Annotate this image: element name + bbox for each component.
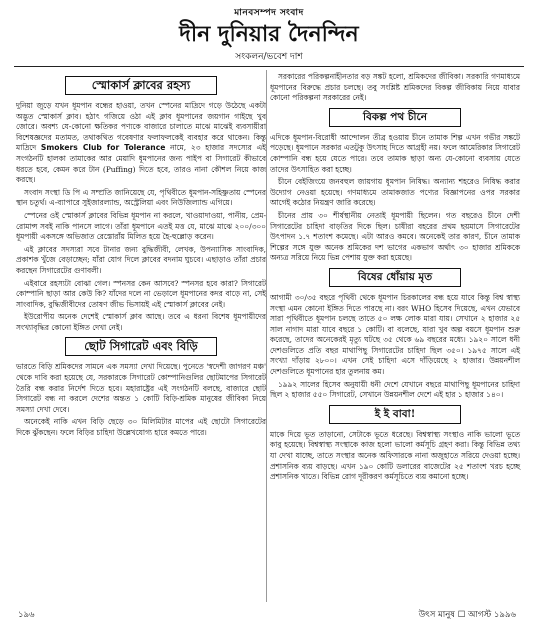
section-kicker: মানবসম্পদ সংবাদ: [234, 8, 304, 18]
article-paragraph: আগামী ৩০/৩৫ বছরে পৃথিবী থেকে ধূমপান চিরকালের বন্ধ হয়ে যাবে কিন্তু বিশ্ব স্বাস্থ্য সংস্থা এমন কোনো ইঙ্গিত দিতে পারছে না। বরং WHO হিসেব দিয়েছে, এখন যেভাবে সারা পৃথিবীতে ধূমপান চলছে তাতে ৫০ লক্ষ লোক মারা যায়। সেখানে ২ হাজার ২৫ সাল নাগাদ মারা যাবে বছরে ১ কোটি। বা বলেছে, যারা খুব অল্প বয়সে ধূমপান শুরু করেছে, তাদের অনেকেরই মৃত্যু ঘটছে ৩৫ থেকে ৬৯ বছরের মধ্যে। ১৯২০ সালে ধনী দেশগুলিতে প্রতি বছর মাথাপিছু সিগারেটের চাহিদা ছিল ৩৫০। ১৯৭৫ সালে এই সংখ্যা দাঁড়ায় ২৮০০। এখন সেই চাহিদা এসে দাঁড়িয়েছে ২ হাজার। উন্নয়নশীল দেশগুলিতে ধূমপানের হার তুলনায় কম।: [270, 292, 520, 377]
article-smokers-club: [16, 76, 266, 333]
byline: সংকলন/ভবেশ দাশ: [235, 52, 303, 62]
article-paragraph: ইউরোপীয় অনেক দেশেই স্মোকার্স ক্লাব আছে। তবে এ ধরনা বিশেষ ধূমপায়ীদের সংখ্যাবৃদ্ধির কোনো ইঙ্গিত দেখা নেই।: [16, 312, 266, 332]
page-footer: [0, 606, 538, 626]
article-paragraph: ভারতে বিড়ি শ্রমিকদের সামনে এক সমস্যা দেখা দিয়েছে। পুনেতে 'স্বদেশী জাগরণ মঞ্চ' থেকে দাবি করা হয়েছে যে, সরকারকে সিগারেট কোম্পানিগুলির ছোটমাপের সিগারেট তৈরি বন্ধ করার নির্দেশ দিতে হবে। মহারাষ্ট্রের এই সংগঠনটি বলছে, বাজারে ছোট সিগারেট বন্ধ না করলে দেশের অন্তত ১ কোটি বিড়ি-শ্রমিক মানুষের জীবিকা নিয়ে সমস্যা দেখা দেবে।: [16, 362, 266, 414]
article-paragraph: ১৯৯২ সালের হিসেব অনুযায়ী ধনী দেশে যেখানে বছরে মাথাপিছু ধূমপানের চাহিদা ছিল ২ হাজার ৫৫০ সিগারেট, সেখানে উন্নয়নশীল দেশে এই হার ১ হাজার ১৪০।: [270, 379, 520, 400]
article-paragraph: সরকারের পরিকল্পনাহীনতার বড় সঙ্কট হলো, শ্রমিকদের জীবিকা। সরকারি গণমাধ্যমে ধূমপানের বিরুদ্ধে প্রচার চলছে। তবু সংশ্লিষ্ট শ্রমিকদের বিকল্প জীবিকায় নিয়ে যাবার কোনো পরিকল্পনা সরকারের নেই।: [270, 72, 520, 103]
article-paragraph: মাকে দিয়ে ভূত তাড়ানো, সেটাকে ভূতে ধরেছে। বিশ্বস্বাস্থ্য সংস্থাও নাকি ভালো ভূতে কাবু হয়েছে। বিশ্বস্বাস্থ্য সংস্থাকে কাজ হলো ভালো কর্মসূচি গ্রহণ করা। কিন্তু বিভিন্ন তথ্য যা দেখা যাচ্ছে, তাতে সংস্থার অনেক অফিসারকে নানা অজুহাতে সরিয়ে দেওয়া হচ্ছে। প্রশাসনিক ব্যয় বাড়ছে। এখন ১৯০ কোটি ডলারের বাজেটের ২৫ শতাংশ খরচ হচ্ছে প্রশাসনিক খাতে। বিভিন্ন রোগ দূরীকরণ কর্মসূচিতে ব্যয় কমানো হচ্ছে।: [270, 429, 520, 482]
paragraph-text: নামে, ২৩ হাজার সদস্যের এই সংগঠনটি হালকা তামাকের আর মেয়াদি ধূমপানের জন্য পাইপ বা সিগারেট কীভাবে ধরতে হবে, কেমন করে টান (Puffing) দিতে হবে, তারও নানা কৌশল নিয়ে কাজ করছে।: [16, 143, 266, 185]
article-bidi: [16, 337, 266, 438]
page-number: ১৯৬: [18, 610, 35, 620]
article-paragraph: এইবারে রহস্যটা বোঝা গেল। স্পনসর কেন আসবে? স্পনসর হবে কারা? সিগারেট কোম্পানি ছাড়া আর কেউ কি? যাঁদের দলে না ভেড়ালে ধূমপানের কদর বাড়ে না, সেই সাংবাদিক, বুদ্ধিজীবীদের তোষণ জীভ ভিসায়ই এই স্মোকার্স ক্লাবের নেই।: [16, 278, 266, 309]
masthead-block: [0, 0, 538, 66]
article-title: বিকল্প পথ চীনে: [329, 108, 461, 127]
article-title: স্মোকার্স ক্লাবের রহস্য: [65, 76, 217, 95]
article-paragraph: স্পেনের ওই স্মোকার্স ক্লাবের বিভিন্ন ধূমপান না করলে, খাওয়াদাওয়া, পানীয়, প্রেম-রোমান্স সবই নাকি পানসে লাগে। তাঁরা ধূমপানে এতই মত্ত যে, মাঝে মাঝে ২০০/৩০০ ধূমপায়ী একসঙ্গে অভিজাত রেস্তোরাঁয় মিলিত হয়ে হৈ-হুল্লোড় করেন।: [16, 210, 266, 242]
header-divider: [14, 66, 524, 67]
source-line: উৎস মানুষ ☐ আগস্ট ১৯৯৬: [418, 610, 516, 620]
article-paragraph: চীনের প্রায় ৩০ শীর্ষস্থানীয় নেতাই ধূমপায়ী ছিলেন। গত বছরেও চীনে দেশী সিগারেটের চাহিদা বাড়তির দিকে ছিল। চাষীরা বহরের প্রথম ছয়মাসে সিগারেটের উৎপাদন ১.৭ শতাংশ কমেছে। এটা আরও কমবে। অনেকেই তার কারণ, চীনে তামাক শিল্পের সঙ্গে যুক্ত অনেক শ্রমিকের দশ ভাগের একভাগ অর্থাৎ ৩০ হাজার শ্রমিককে অন্যত্র সরিয়ে নিয়ে ভিন্ন পেশায় যুক্ত করা হয়েছে।: [270, 210, 520, 263]
article-paragraph: [16, 101, 266, 186]
article-paragraph: সংবাদ সংস্থা ডি পি এ সম্প্রতি জানিয়েছে যে, পৃথিবীতে ধূমপান-সহিষ্ণুতায় স্পেনের স্থান চতুর্থ। এ-ব্যাপারে সুইজারল্যান্ড, অস্ট্রেলিয়া এবং নিউজিল্যান্ড এগিয়ে।: [16, 187, 266, 208]
article-ghost: [270, 405, 520, 483]
article-paragraph: অনেকেই নাকি এখন বিড়ি ছেড়ে ৩০ মিলিমিটার মাপের এই ছোটো সিগারেটের দিকে ঝুঁকছেন। ফলে বিড়ির চাহিদা উল্লেখযোগ্য হারে কমতে পারে।: [16, 417, 266, 438]
left-column: [16, 72, 266, 441]
club-name-en: Smokers Club for Tolerance: [40, 143, 166, 153]
article-paragraph: এদিকে ধূমপান-বিরোধী আন্দোলন তীব্র হওয়ায় চীনে তামাক শিল্প এখন গভীর সঙ্কটে পড়েছে। ধূমপানে সরকার এতটুকু উৎসাহ দিতে আগ্রহী নয়। ফলে আমেরিকার সিগারেট কোম্পানি বন্ধ হয়ে যেতে পারে। তবে তামাক ছাড়া অন্য যে-কোনো ব্যবসায় যেতে তাদের উৎসাহিত করা হচ্ছে।: [270, 132, 520, 174]
article-title: ছোট সিগারেট এবং বিড়ি: [65, 337, 217, 356]
column-divider: [266, 70, 267, 602]
article-paragraph: এই ক্লাবের সদস্যরা সবে টানার জন্য বুদ্ধিজীবী, লেখক, উপন্যাসিক সাংবাদিক, প্রকাশক খুঁজে বেড়াচ্ছেন; যাঁরা যোগ দিলে ক্লাবের বদনাম ঘুচবে। এছাড়াও তাঁরা প্রচার করছেন সিগারেটের গুণাবলী।: [16, 244, 266, 275]
page-title: দীন দুনিয়ার দৈনন্দিন: [179, 21, 359, 47]
article-title: ই ই বাবা!: [329, 405, 461, 424]
article-workers-continued: [270, 72, 520, 104]
paragraph-text: দুনিয়া জুড়ে যখন ধূমপান বন্ধের হাওয়া, তখন স্পেনের মাদ্রিদে গড়ে উঠেছে একটা অদ্ভুত স্মোকার্স ক্লাব। হঠাৎ গজিয়ে ওঠা এই ক্লাব ধূমপানের জয়গান গাইছে খুব জোরে। অবশ্য যে-কোনো ক্ষতিকর পণ্যকে বাজারে চালাতে মাঝে মাঝেই ব্যবসায়ীরা বিশেষজ্ঞদের মতামত, তথাকথিত গবেষণার ফলাফলকেই ব্যবহার করে থাকেন। কিন্তু মাদ্রিদে: [16, 101, 266, 153]
article-china: [270, 108, 520, 264]
article-title: বিষের ধোঁয়ায় মৃত: [329, 268, 461, 287]
article-smoke-deaths: [270, 268, 520, 401]
article-paragraph: চীনে বেইজিংয়ে জনবহুল জায়গায় ধূমপান নিষিদ্ধ। অন্যান্য শহরেও নিষিদ্ধ করার উদ্যোগ নেওয়া হয়েছে। গণমাধ্যমে তামাকজাত পণ্যের বিজ্ঞাপনের ওপর সরকার আগেই কঠোর নিয়ন্ত্রণ জারি করেছে।: [270, 177, 520, 208]
right-column: [270, 72, 520, 485]
